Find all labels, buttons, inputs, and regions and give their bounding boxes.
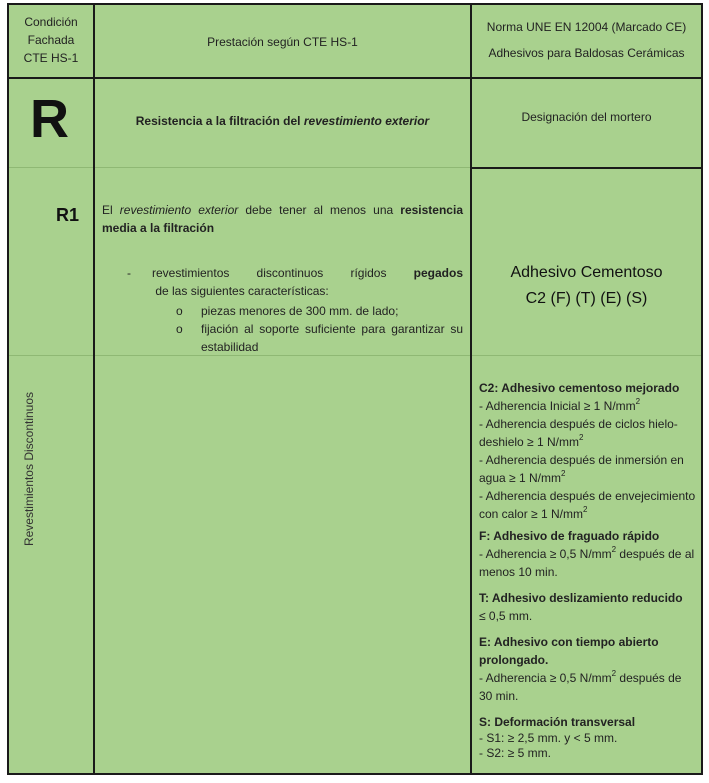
table-border-right xyxy=(701,3,703,775)
legend-e-line-1a: - Adherencia ≥ 0,5 N/mm xyxy=(479,671,612,685)
legend-s-line-2: - S2: ≥ 5 mm. xyxy=(479,746,551,760)
table-border-bottom xyxy=(7,773,703,775)
header-condicion-line-2: Fachada xyxy=(27,33,75,47)
header-divider xyxy=(7,77,703,79)
r1-row-divider-right xyxy=(472,355,701,356)
r-row-title-prefix: Resistencia a la filtración del xyxy=(135,114,304,128)
legend-f-line-1 xyxy=(479,545,697,581)
r-row-divider-mid xyxy=(95,167,470,168)
legend-c2-line-4-text: - Adherencia después de envejecimiento con calor ≥ 1 N/mm xyxy=(479,489,696,521)
r1-intro-italic: revestimiento exterior xyxy=(119,203,239,217)
r-row-divider-left xyxy=(9,167,93,168)
legend-c2-line-4 xyxy=(479,487,697,523)
r1-sub-bullet-2: o xyxy=(176,322,183,336)
vertical-label-revestimientos: Revestimientos Discontinuos xyxy=(22,391,36,547)
legend-c2-line-2-sup: 2 xyxy=(578,433,584,442)
legend-c2-line-1 xyxy=(479,397,697,415)
condition-code-r: R xyxy=(30,89,69,149)
legend-t-line-1: ≤ 0,5 mm. xyxy=(479,609,533,623)
header-prestacion: Prestación según CTE HS-1 xyxy=(207,35,358,49)
r1-intro-text-1: El xyxy=(102,203,120,217)
adhesive-legend xyxy=(479,379,697,761)
legend-e-title: E: Adhesivo con tiempo abierto prolongado. xyxy=(479,635,659,667)
r1-row-divider-left xyxy=(9,355,93,356)
r-row-title-italic: revestimiento exterior xyxy=(303,114,430,128)
r1-item-text-1: revestimientos discontinuos rígidos xyxy=(152,266,414,280)
condition-code-r1: R1 xyxy=(56,205,80,225)
r1-item-text-2: de las siguientes características: xyxy=(152,284,329,298)
legend-c2-line-3-text: - Adherencia después de inmersión en agua ≥ 1 N/mm xyxy=(479,453,684,485)
legend-gap-3 xyxy=(479,705,697,713)
legend-s-line-1: - S1: ≥ 2,5 mm. y < 5 mm. xyxy=(479,731,618,745)
r1-intro-bold: resistencia media a la filtración xyxy=(102,203,463,235)
r1-item-bold: pegados xyxy=(413,266,463,280)
table-border-top xyxy=(7,3,703,5)
legend-e-line-1-sup: 2 xyxy=(611,669,617,678)
legend-f-title: F: Adhesivo de fraguado rápido xyxy=(479,529,660,543)
r1-intro-paragraph xyxy=(102,201,463,237)
legend-c2-line-4-sup: 2 xyxy=(582,505,588,514)
adhesive-title: Adhesivo Cementoso xyxy=(510,264,663,281)
legend-gap-2 xyxy=(479,625,697,633)
legend-f-line-1-sup: 2 xyxy=(611,545,617,554)
legend-c2-line-2 xyxy=(479,415,697,451)
legend-c2-line-3 xyxy=(479,451,697,487)
legend-c2-line-3-sup: 2 xyxy=(560,469,566,478)
header-norma xyxy=(472,10,701,70)
table-border-left xyxy=(7,3,9,775)
header-norma-line-2: Adhesivos para Baldosas Cerámicas xyxy=(488,46,685,60)
legend-e-line-1b: después de 30 min. xyxy=(479,671,682,703)
legend-c2-title: C2: Adhesivo cementoso mejorado xyxy=(479,381,680,395)
r1-sub-bullet-1: o xyxy=(176,304,183,318)
legend-t-title: T: Adhesivo deslizamiento reducido xyxy=(479,591,683,605)
legend-c2-line-1-text: - Adherencia Inicial ≥ 1 N/mm xyxy=(479,399,636,413)
header-condicion-line-1: Condición xyxy=(24,15,78,29)
legend-s-title: S: Deformación transversal xyxy=(479,715,636,729)
legend-gap-1 xyxy=(479,581,697,589)
legend-e-line-1 xyxy=(479,669,697,705)
r1-dash-marker: - xyxy=(127,266,131,280)
legend-f-line-1b: después de al menos 10 min. xyxy=(479,547,695,579)
middle-column-cell xyxy=(95,79,470,773)
designation-label: Designación del mortero xyxy=(521,110,652,124)
header-condicion-line-3: CTE HS-1 xyxy=(23,51,79,65)
r1-sub-item-2: fijación al soporte suficiente para garantizar su estabilidad xyxy=(201,322,463,354)
r1-intro-text-2: debe tener al menos una xyxy=(238,203,401,217)
r-row-divider xyxy=(470,167,703,169)
legend-c2-line-1-sup: 2 xyxy=(635,397,641,406)
legend-f-line-1a: - Adherencia ≥ 0,5 N/mm xyxy=(479,547,612,561)
r1-list-item xyxy=(152,264,463,300)
legend-c2-line-2-text: - Adherencia después de ciclos hielo-deshielo ≥ 1 N/mm xyxy=(479,417,678,449)
r1-sub-item-1: piezas menores de 300 mm. de lado; xyxy=(201,304,399,318)
header-norma-line-1: Norma UNE EN 12004 (Marcado CE) xyxy=(486,20,687,34)
header-condicion xyxy=(9,10,93,70)
r-row-title xyxy=(95,112,470,130)
adhesive-code: C2 (F) (T) (E) (S) xyxy=(525,290,648,307)
